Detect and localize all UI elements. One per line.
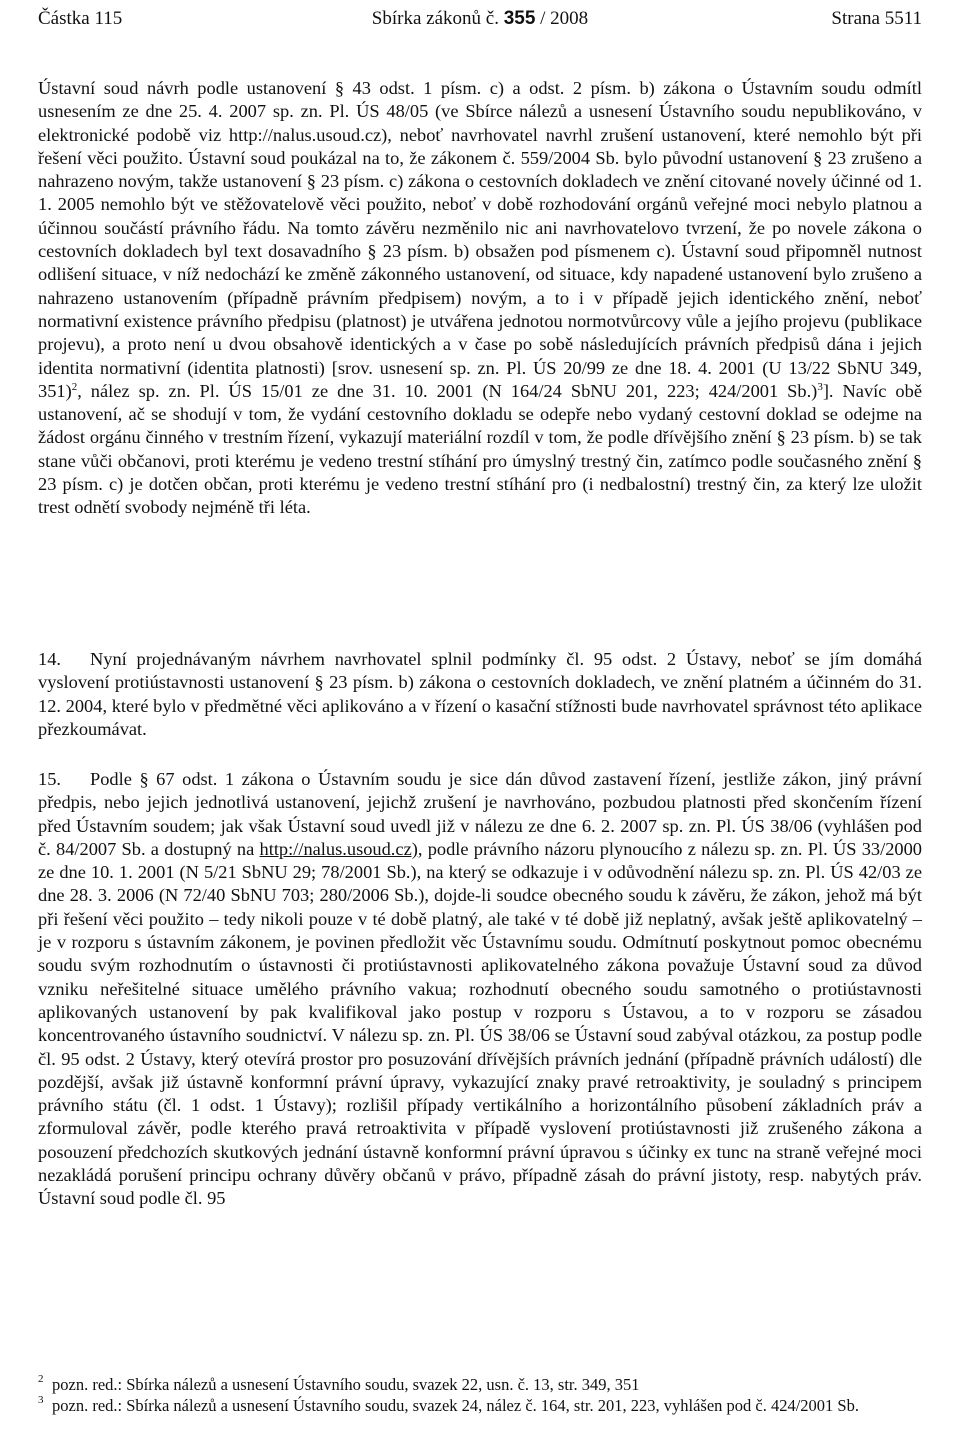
header-issue: Částka 115 [38, 8, 123, 29]
paragraph-text: Ústavní soud návrh podle ustanovení § 43 odst. 1 písm. c) a odst. 2 písm. b) zákona o Ústavním soudu odmítl usnesením ze dne 25. 4. 2007 sp. zn. Pl. ÚS 48/05 (ve Sbírce nálezů a usnesení Ústavního soudu nepublikováno, v elektronické podobě viz http://nalus.usoud.cz), neboť navrhovatel navrhl zrušení ustanovení, které nemohlo být při řešení věci použito. Ústavní soud poukázal na to, že zákonem č. 559/2004 Sb. bylo původní ustanovení § 23 zrušeno a nahrazeno novým, takže ustanovení § 23 písm. c) zákona o cestovních dokladech ve znění citované novely účinné od 1. 1. 2005 nemohlo být ve stěžovatelově věci použito, neboť v době rozhodování orgánů veřejné moci nebylo platnou a účinnou součástí právního řádu. Na tomto závěru nezměnilo nic ani navrhovatelovo tvrzení, že po novele zákona o cestovních dokladech byl text dosavadního § 23 písm. b) obsažen pod písmenem c). Ústavní soud připomněl nutnost odlišení situace, v níž nedochází ke změně zákonného ustanovení, od situace, kdy napadené ustanovení bylo zrušeno a nahrazeno ustanovením (případně právním předpisem) novým, a to i v případě jejich identického znění, neboť normativní existence právního předpisu (platnost) je utvářena jednotou normotvůrcovy vůle a jejího projevu (publikace projevu), a proto není u dvou obsahově identických a v čase po sobě následujících právních předpisů dána i jejich identita normativní (identita platnosti) [srov. usnesení sp. zn. Pl. ÚS 20/99 ze dne 18. 4. 2001 (U 13/22 SbNU 349, 351) [38, 78, 922, 401]
header-collection [38, 6, 922, 32]
paragraph-number: 15. [38, 769, 61, 789]
footnote-mark: 3 [38, 1393, 44, 1406]
footnote-3 [38, 1393, 922, 1417]
header-collection-prefix: Sbírka zákonů č. [371, 8, 499, 29]
footnote-text: pozn. red.: Sbírka nálezů a usnesení Ústavního soudu, svazek 24, nález č. 164, str. 201, 223, vyhlášen pod č. 424/2001 Sb. [52, 1395, 859, 1415]
paragraph-14 [38, 648, 922, 741]
footnote-mark: 2 [38, 1373, 44, 1385]
paragraph-text: , nález sp. zn. Pl. ÚS 15/01 ze dne 31. 10. 2001 (N 164/24 SbNU 201, 223; 424/2001 Sb.) [77, 380, 818, 401]
paragraph-text: ]. Navíc obě ustanovení, ač se shodují v tom, že vydání cestovního dokladu se odepře nebo vydaný cestovní doklad se odejme na žádost orgánu činného v trestním řízení, vykazují materiální rozdíl v tom, že podle dřívějšího znění § 23 písm. b) se tak stane vůči občanovi, proti kterému je vedeno trestní stíhání pro úmyslný trestný čin, zatímco podle současného znění § 23 písm. c) je dotčen občan, proti kterému je vedeno trestní stíhání pro (i nedbalostní) trestný čin, za který lze uložit trest odnětí svobody nejméně tři léta. [38, 380, 922, 518]
paragraph-text: Nyní projednávaným návrhem navrhovatel splnil podmínky čl. 95 odst. 2 Ústavy, neboť se jím domáhá vyslovení protiústavnosti ustanovení § 23 písm. b) zákona o cestovních dokladech, ve znění platném a účinném do 31. 12. 2004, které bylo v předmětné věci aplikováno a v řízení o kasační stížnosti bude navrhovatel správnost této aplikace přezkoumávat. [38, 649, 922, 739]
header-collection-number: 355 [503, 8, 536, 29]
footnote-ref-2[interactable]: 2 [71, 380, 78, 393]
paragraph-text: Podle § 67 odst. 1 zákona o Ústavním soudu je sice dán důvod zastavení řízení, jestliže zákon, jiný právní předpis, nebo jejich jednotlivá ustanovení, jejichž zrušení je navrhováno, pozbudou platnosti před skončením řízení před Ústavním soudem; jak však Ústavní soud uvedl již v nálezu ze dne 6. 2. 2007 sp. zn. Pl. ÚS 38/06 (vyhlášen pod č. 84/2007 Sb. a dostupný na [38, 769, 922, 859]
paragraph-constitutional-court-ruling [38, 77, 922, 520]
paragraph-text: , podle právního názoru plynoucího z nálezu sp. zn. Pl. ÚS 33/2000 ze dne 10. 1. 2001 (N 5/21 SbNU 29; 78/2001 Sb.), na který se odkazuje i v odůvodnění nálezu sp. zn. Pl. ÚS 42/03 ze dne 28. 3. 2006 (N 72/40 SbNU 703; 280/2006 Sb.), dojde-li soudce obecného soudu k závěru, že zákon, jehož má být při řešení věci použito – tedy nikoli pouze v té době platný, ale také v té době již neplatný, avšak ještě aplikovatelný – je v rozporu s ústavním zákonem, je povinen předložit věc Ústavnímu soudu. Odmítnutí poskytnout pomoc obecnému soudu svým rozhodnutím o ústavnosti či protiústavnosti aplikovatelného zákona považuje Ústavní soud za důvod vzniku neřešitelné situace umělého právního vakua; rozhodnutí obecného soudu samotného o protiústavnosti aplikovaných ustanovení by pak kvalifikoval jako postup v rozporu s Ústavou, a to v rozporu se zásadou koncentrovaného ústavního soudnictví. V nálezu sp. zn. Pl. ÚS 38/06 se Ústavní soud zabýval otázkou, za postup podle čl. 95 odst. 2 Ústavy, který otevírá prostor pro posuzování dřívějších právních jednání (případně právních událostí) dle pozdější, avšak již ústavně konformní právní úpravy, vykazující znaky pravé retroaktivity, je souladný s principem právního státu (čl. 1 odst. 1 Ústavy); rozlišil případy vertikálního a horizontálního působení základních práv a zformuloval závěr, podle kterého pravá retroaktivita v případě vyslovení protiústavnosti již zrušeného zákona a posouzení předchozích skutkových jednání ústavně konformní právní úpravou s účinky ex tunc na straně veřejné moci nezakládá porušení principu ochrany důvěry občanů v právo, případně zásah do právní jistoty, resp. nabytých práv. Ústavní soud podle čl. 95 [38, 838, 922, 1209]
footnote-2 [38, 1375, 922, 1396]
paragraph-15 [38, 768, 922, 1211]
footnote-ref-3[interactable]: 3 [817, 380, 823, 393]
nalus-link[interactable]: http://nalus.usoud.cz) [259, 838, 418, 859]
page-header [38, 6, 922, 32]
paragraph-number: 14. [38, 649, 61, 669]
header-page-number: Strana 5511 [831, 8, 922, 29]
footnote-text: pozn. red.: Sbírka nálezů a usnesení Ústavního soudu, svazek 22, usn. č. 13, str. 349, 351 [52, 1375, 640, 1394]
footnotes [38, 1375, 922, 1416]
header-collection-year: / 2008 [540, 8, 589, 29]
